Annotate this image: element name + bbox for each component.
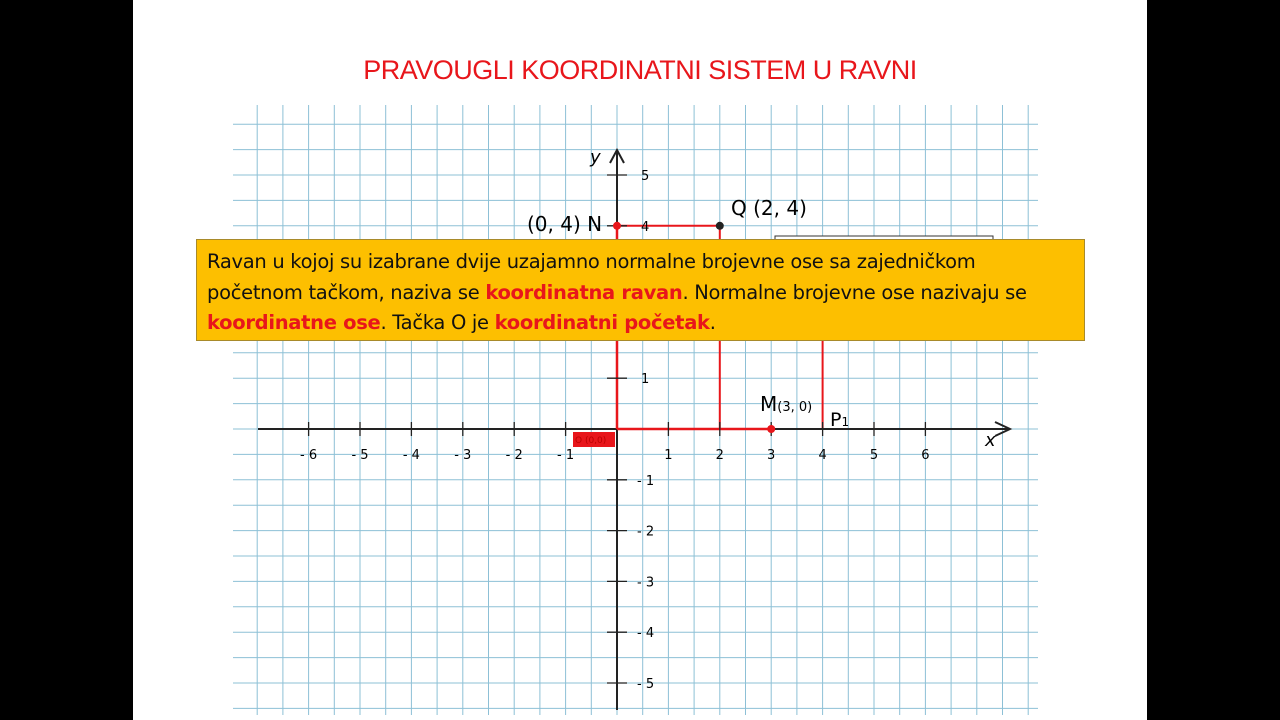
x-tick-label: - 6	[300, 448, 318, 463]
point-p-label	[830, 409, 849, 431]
point-m-letter: M	[760, 392, 778, 416]
axes	[258, 150, 1010, 710]
point-p-letter: P	[830, 409, 842, 431]
y-tick-label: - 4	[637, 626, 655, 642]
y-axis-label: y	[590, 147, 601, 168]
callout-text-1: Ravan u kojoj su izabrane dvije uzajamno normalne brojevne ose sa zajedničkom početnom tačkom, naziva se	[207, 250, 976, 304]
x-tick-label: 1	[664, 448, 673, 463]
term-coordinate-plane: koordinatna ravan	[485, 280, 683, 304]
x-tick-label: - 3	[454, 448, 472, 463]
x-axis-label: x	[985, 430, 996, 451]
x-tick-label: 5	[869, 448, 879, 463]
point-n	[613, 222, 621, 230]
point-q	[716, 222, 724, 230]
x-tick-label: - 4	[402, 448, 420, 463]
coordinate-plane	[133, 0, 1147, 720]
x-tick-label: 6	[921, 448, 930, 463]
term-coordinate-axes: koordinatne ose	[207, 311, 381, 334]
grid	[233, 105, 1038, 715]
slide	[133, 0, 1147, 720]
x-tick-label: 3	[767, 448, 776, 463]
x-tick-label: 4	[818, 448, 827, 463]
x-tick-label: - 1	[557, 448, 575, 463]
y-tick-label: 5	[641, 169, 650, 184]
y-tick-label: - 1	[637, 473, 655, 489]
point-m-label	[760, 392, 812, 416]
slide-title: PRAVOUGLI KOORDINATNI SISTEM U RAVNI	[363, 55, 917, 85]
term-origin: koordinatni početak	[494, 311, 710, 334]
x-tick-label: - 5	[351, 448, 369, 463]
callout-text-4: .	[709, 311, 716, 334]
definition-callout	[196, 239, 1085, 341]
y-tick-label: 1	[641, 372, 650, 388]
y-tick-label: - 3	[637, 575, 655, 591]
point-m	[767, 425, 775, 433]
x-tick-label: - 2	[505, 448, 523, 463]
origin-label: O (0,0)	[575, 436, 607, 446]
x-tick-label: 2	[715, 448, 724, 463]
y-tick-label: 4	[641, 219, 650, 235]
point-q-label: Q (2, 4)	[731, 196, 807, 220]
point-m-coords: (3, 0)	[777, 400, 813, 415]
callout-text-3: . Tačka O je	[380, 311, 495, 334]
point-n-label: (0, 4) N	[527, 212, 603, 236]
y-tick-label: - 5	[637, 677, 655, 692]
y-tick-label: - 2	[637, 524, 655, 540]
point-p-sub: 1	[841, 415, 850, 429]
callout-text-2: . Normalne brojevne ose nazivaju se	[682, 280, 1027, 304]
